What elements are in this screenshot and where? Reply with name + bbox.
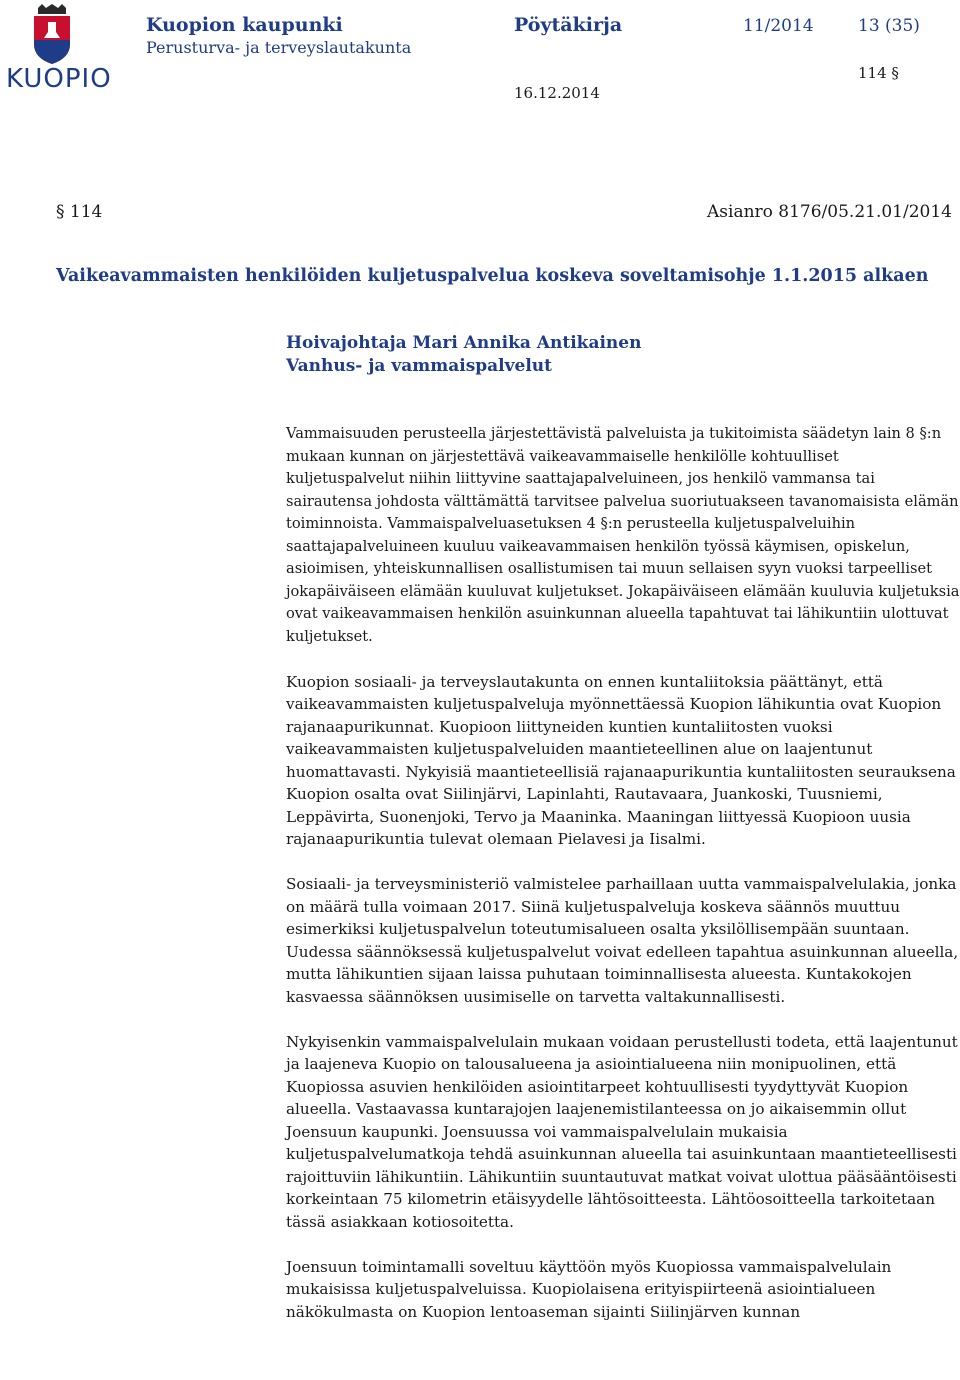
- presenter-name: Hoivajohtaja Mari Annika Antikainen: [286, 333, 642, 353]
- committee-name: Perusturva- ja terveyslautakunta: [146, 38, 412, 57]
- paragraph: Nykyisenkin vammaispalvelulain mukaan voidaan perustellusti todeta, että laajentunut ja laajeneva Kuopio on talousalueena ja asiointialueena niin monipuolinen, että Kuopiossa asuvien henkilöiden asiointitarpeet kohtuullisesti tyydyttyvät Kuopion alueella. Vastaavassa kuntarajojen laajenemistilanteessa on jo aikaisemmin ollut Joensuun kaupunki. Joensuussa voi vammaispalvelulain mukaisia kuljetuspalvelumatkoja tehdä asuinkunnan alueella tai asuinkuntaan maantieteellisesti rajoittuviin lähikuntiin. Lähikuntiin suuntautuvat matkat voivat ulottua pääsääntöisesti korkeintaan 75 kilometrin etäisyydelle lähtösoitteesta. Lähtöosoitteella tarkoitetaan tässä asiakkaan kotiosoitetta.: [286, 1032, 958, 1231]
- document-type: Pöytäkirja: [514, 14, 623, 36]
- section-reference: 114 §: [858, 64, 899, 82]
- kuopio-logo: [4, 4, 112, 96]
- paragraph: Vammaisuuden perusteella järjestettävistä palveluista ja tukitoimista säädetyn lain 8 §:n mukaan kunnan on järjestettävä vaikeavammaiselle henkilölle kohtuulliset kuljetuspalvelut niihin liittyvine saattajapalveluineen, jos henkilö vammansa tai sairautensa johdosta välttämättä tarvitsee palvelua suoriutuakseen tavanomaisista elämän toiminnoista. Vammaispalveluasetuksen 4 §:n perusteella kuljetuspalveluihin saattajapalveluineen kuuluu vaikeavammaisen henkilön työssä käymisen, opiskelun, asioimisen, yhteiskunnallisen osallistumisen tai muun sellaisen syyn vuoksi tarpeelliset jokapäiväiseen elämään kuuluvat kuljetukset. Jokapäiväiseen elämään kuuluvia kuljetuksia ovat vaikeavammaisen henkilön asuinkunnan alueella tapahtuvat tai lähikuntiin ulottuvat kuljetukset.: [286, 425, 960, 645]
- paragraph: Joensuun toimintamalli soveltuu käyttöön myös Kuopiossa vammaispalvelulain mukaisissa kuljetuspalveluissa. Kuopiolaisena erityispiirteenä asiointialueen näkökulmasta on Kuopion lentoaseman sijainti Siilinjärven kunnan: [286, 1257, 892, 1321]
- section-title: Vaikeavammaisten henkilöiden kuljetuspalvelua koskeva soveltamisohje 1.1.2015 alkaen: [56, 266, 929, 286]
- presenter-block: [286, 332, 641, 378]
- paragraph: Sosiaali- ja terveysministeriö valmistelee parhaillaan uutta vammaispalvelulakia, jonka on määrä tulla voimaan 2017. Siinä kuljetuspalveluja koskeva säännös muuttuu esimerkiksi kuljetuspalvelun toteutumisalueen osalta yksilöllisempään suuntaan. Uudessa säännöksessä kuljetuspalvelut voivat edelleen tapahtua asuinkunnan alueella, mutta lähikuntien sijaan laissa puhutaan toiminnallisesta alueesta. Kuntakokojen kasvaessa säännöksen uusimiselle on tarvetta valtakunnallisesti.: [286, 875, 959, 1006]
- section-number: § 114: [56, 202, 103, 222]
- document-number: 11/2014: [743, 16, 814, 36]
- body-text: [286, 423, 960, 1346]
- paragraph: Kuopion sosiaali- ja terveyslautakunta on ennen kuntaliitoksia päättänyt, että vaikeavammaisten kuljetuspalveluja myönnettäessä Kuopion lähikuntia ovat Kuopion rajanaapurikunnat. Kuopioon liittyneiden kuntien kuntaliitosten vuoksi vaikeavammaisten kuljetuspalveluiden maantieteellinen alue on laajentunut huomattavasti. Nykyisiä maantieteellisiä rajanaapurikuntia kuntaliitosten seurauksena Kuopion osalta ovat Siilinjärvi, Lapinlahti, Rautavaara, Juankoski, Tuusniemi, Leppävirta, Suonenjoki, Tervo ja Maaninka. Maaningan liittyessä Kuopioon uusia rajanaapurikuntia tulevat olemaan Pielavesi ja Iisalmi.: [286, 672, 956, 848]
- case-number: Asianro 8176/05.21.01/2014: [707, 202, 952, 222]
- organization-name: Kuopion kaupunki: [146, 14, 343, 36]
- logo-wordmark: KUOPIO: [6, 64, 112, 94]
- presenter-unit: Vanhus- ja vammaispalvelut: [286, 356, 552, 376]
- page-number: 13 (35): [858, 16, 920, 36]
- meeting-date: 16.12.2014: [514, 84, 600, 102]
